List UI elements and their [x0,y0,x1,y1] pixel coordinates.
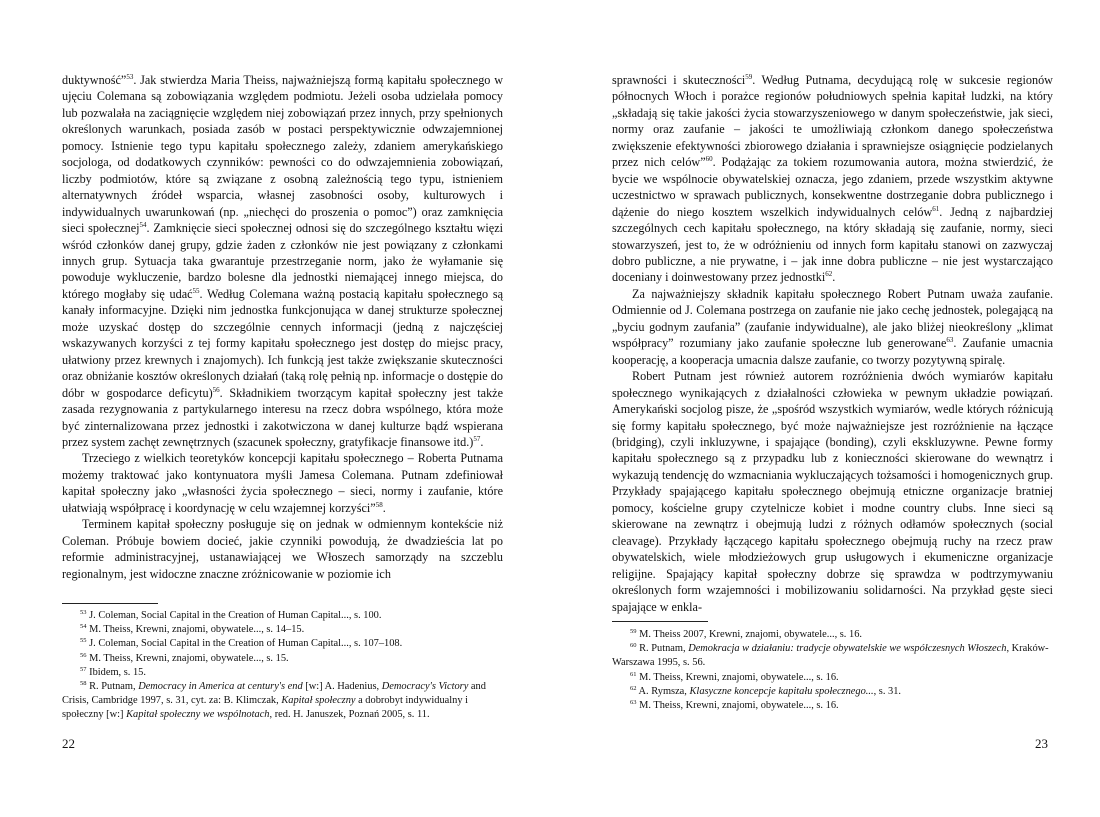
text-run: . Według Colemana ważną postacią kapitału społecznego są kanały informacyjne. Dzięki nim jednostka funkcjonująca w danej strukturze społecznej może uzyskać dostęp do szczególnie cennych informacji (jedną z najczęściej wskazywanych korzyści z tej formy kapitału społecznego jest dostęp do miejsc pracy, ułatwiony przez krewnych i znajomych). Ich funkcją jest także zwiększanie skuteczności oraz obniżanie kosztów określonych działań (taką rolę pełnią np. informacje o dostępie do dóbr w gospodarce deficytu) [62,286,503,400]
text-run: a dobrobyt indywidualny i społeczny [w:] [62,695,469,721]
text-run: [w:] A. Hadenius, [302,681,382,693]
text-run: duktywność” [62,73,127,87]
footnote-ref: 57 [473,434,481,443]
text-run: . Podążając za tokiem rozumowania autora, można stwierdzić, że bycie we wspólnocie obywatelskiej oznacza, jego zdaniem, przede wszystkim aktywne uczestnictwo w sprawach publicznych, konsekwentne dostrzeganie dobra publicznego i dążenie do niego kosztem wszelkich indywidualnych celów [612,155,1053,219]
footnote [612,628,1053,642]
footnote [612,642,1053,670]
footnote [62,666,503,680]
footnote-number: 63 [630,699,637,707]
text-run: J. Coleman, Social Capital in the Creation of Human Capital..., s. 107–108. [89,638,403,650]
text-run: . [832,270,836,285]
footnote [62,680,503,723]
text-run: R. Putnam, [89,681,139,693]
text-run: Terminem kapitał społeczny posługuje się on jednak w odmiennym kontekście niż Coleman. Próbuje bowiem docieć, jakie czynniki powodują, że dwadzieścia lat po reformie administracyjnej, ustanawiającej we Włoszech samorządy na szczeblu regionalnym, jest widoczne znaczne zróżnicowanie w poziomie ich [62,517,503,581]
footnote-number: 60 [630,642,637,650]
footnote-number: 61 [630,670,637,678]
footnote-ref: 53 [126,73,134,81]
italic-text: Kapitał społeczny we wspólnotach [126,709,270,721]
text-run: M. Theiss, Krewni, znajomi, obywatele..., s. 15. [89,652,289,664]
text-run: . Zamknięcie sieci społecznej odnosi się do szczególnego kształtu więzi wśród członków danej grupy, gdzie żaden z członków nie jest powiązany z członkami innych grup. Sytuacja taka gwarantuje przestrzeganie norm, jako że wyłamanie się powoduje wykluczenie, bardzo bolesne dla jednostki niemającej innego miejsca, do którego mogłaby się udać [62,221,503,301]
italic-text: Demokracja w działaniu: tradycje obywatelskie we współczesnych Włoszech [688,643,1007,655]
paragraph [62,450,503,516]
footnote [62,623,503,637]
text-run: and Crisis, Cambridge 1997, s. 31, cyt. za: B. Klimczak, [62,681,486,707]
text-run: , Kraków-Warszawa 1995, s. 56. [612,643,1049,669]
footnote [612,671,1053,685]
text-run: M. Theiss, Krewni, znajomi, obywatele..., s. 16. [639,671,839,683]
footnote-number: 59 [630,628,637,635]
footnote-number: 57 [80,665,87,673]
text-run: A. Rymsza, [638,685,690,697]
footnote-number: 62 [630,684,637,692]
text-run: . Zaufanie umacnia kooperację, a kooperacja umacnia dalsze zaufanie, co tworzy pozytywną spiralę. [612,336,1053,367]
footnote-ref: 60 [705,155,713,164]
text-run: . Składnikiem tworzącym kapitał społeczny jest także zasada rezygnowania z partykularnego interesu na rzecz dobra wspólnego, która może być zinternalizowana przez jednostki i zakotwiczona w danej kulturze bądź wspierana przez system zachęt zewnętrznych (szacunek społeczny, gratyfikacje finansowe itd.) [62,385,503,449]
footnote-number: 58 [80,680,87,688]
footnote-separator [62,603,158,604]
text-run: M. Theiss, Krewni, znajomi, obywatele..., s. 16. [639,700,839,712]
footnote-ref: 62 [825,270,833,279]
left-page-footnotes [62,609,503,723]
text-run: , red. H. Januszek, Poznań 2005, s. 11. [269,709,430,721]
footnote-number: 54 [80,623,87,631]
text-run: M. Theiss 2007, Krewni, znajomi, obywatele..., s. 16. [639,629,862,640]
page-number-left: 22 [62,736,75,751]
paragraph [62,72,503,450]
italic-text: Democracy's Victory [381,681,469,693]
text-run: . Jedną z najbardziej szczególnych cech kapitału społecznego, na który składają się zaufanie, normy, sieci stowarzyszeń, jest to, że w odróżnieniu od innych form kapitału stanowi on zazwyczaj dobro publiczne, a nie prywatne, i – jak inne dobra publiczne – nie jest wystarczająco doceniany i doinwestowany przez jednostki [612,204,1054,285]
footnote-ref: 61 [932,204,940,213]
right-page-footnotes [612,628,1053,713]
footnote-number: 53 [80,609,87,616]
footnote [62,609,503,623]
text-run: Ibidem, s. 15. [89,666,146,678]
text-run: Za najważniejszy składnik kapitału społecznego Robert Putnam uważa zaufanie. Odmiennie od J. Colemana postrzega on zaufanie nie jako cechę jednostek, polegającą na „byciu godnym zaufania” (zaufanie indywidualne), ale jako bliżej nieokreślony „klimat współpracy” rozumiany jako zaufanie społeczne lub generowane [612,286,1053,351]
footnote-ref: 58 [375,500,383,509]
footnote [62,637,503,651]
paragraph [62,516,503,582]
text-run: R. Putnam, [639,643,689,655]
footnote-ref: 59 [745,73,753,81]
text-run: Trzeciego z wielkich teoretyków koncepcji kapitału społecznego – Roberta Putnama możemy traktować jako kontynuatora myśli Jamesa Colemana. Putnam zdefiniował kapitał społeczny jako „własności życia społecznego – sieci, normy i zaufanie, które ułatwiają współpracę i koordynację w celu wzajemnej korzyści” [62,451,503,515]
footnote-ref: 56 [212,385,220,394]
italic-text: Kapitał społeczny [281,695,356,707]
footnote-ref: 54 [139,221,147,230]
italic-text: Klasyczne koncepcje kapitału społecznego... [689,685,874,697]
text-run: . [382,500,386,515]
footnote-number: 55 [80,637,87,645]
footnote-ref: 63 [946,336,954,345]
left-page-body [62,72,503,582]
footnote-ref: 55 [192,286,200,295]
footnote [612,685,1053,699]
paragraph [612,72,1053,286]
text-run: . [480,434,484,449]
footnote [612,699,1053,713]
right-page-body [612,72,1053,615]
text-run: . Według Putnama, decydującą rolę w sukcesie regionów północnych Włoch i porażce regionów południowych spełnia kapitał ludzki, na który „składają się takie jakości życia stowarzyszeniowego w danym społeczeństwie, jak sieci, normy oraz zaufanie – jakości te umożliwiają członkom danego społeczeństwa zwiększenie efektywności zbiorowego działania i sprawniejsze osiągnięcie podzielanych przez nich celów” [612,73,1053,170]
text-run: , s. 31. [873,685,902,697]
footnote-separator [612,621,708,622]
footnote [62,652,503,666]
page-number-right: 23 [1035,736,1048,751]
italic-text: Democracy in America at century's end [138,681,303,693]
text-run: sprawności i skuteczności [612,73,746,87]
paragraph [612,286,1053,368]
footnote-number: 56 [80,651,87,659]
text-run: . Jak stwierdza Maria Theiss, najważniejszą formą kapitału społecznego w ujęciu Colemana są zobowiązania względem podmiotu. Jeżeli osoba udzielała pomocy lub pozwalała na zaciągnięcie względem niej zobowiązań przez innych, przy spełnionych określonych warunkach, posiada zasób w postaci perspektywicznie odwzajemnionej pomocy. Istnienie tego typu kapitału społecznego zależy, zdaniem amerykańskiego socjologa, od dodatkowych czynników: pewności co do odwzajemnienia zobowiązań, liczby podmiotów, które są związane z osobną zależnością tego typu, istnieniem alternatywnych źródeł wsparcia, własnej zasobności osoby, kulturowych i indywidualnych uwarunkowań (np. „niechęci do proszenia o pomoc”) oraz zamknięcia sieci społecznej [62,73,503,236]
right-page [550,0,1100,817]
text-run: M. Theiss, Krewni, znajomi, obywatele..., s. 14–15. [89,624,305,636]
text-run: J. Coleman, Social Capital in the Creation of Human Capital..., s. 100. [89,610,382,621]
paragraph [612,368,1053,615]
text-run: Robert Putnam jest również autorem rozróżnienia dwóch wymiarów kapitału społecznego wynikających z działalności człowieka w pewnym układzie powiązań. Amerykański socjolog pisze, że „spośród wszystkich wymiarów, wedle których różnicują się formy kapitału społecznego, być może najważniejsze jest rozróżnienie na łączące (bridging), czyli inkluzywne, i spajające (bonding), czyli ekskluzywne. Pewne formy kapitału społecznego są z przypadku lub z konieczności skierowane do wewnątrz i wykazują tendencję do wzmacniania wykluczających tożsamości i homogenicznych grup. Przykłady spajającego kapitału społecznego obejmują etniczne organizacje bratniej pomocy, kościelne grupy czytelnicze kobiet i modne country clubs. Inne sieci są skierowane na zewnątrz i obejmują ludzi z różnych odłamów społecznych (social cleavage). Przykłady łączącego kapitału społecznego obejmują ruchy na rzecz praw obywatelskich, wiele młodzieżowych grup usługowych i ekumeniczne organizacje religijne. Spajający kapitał społeczny dobrze się sprawdza w podtrzymywaniu określonych form wzajemności i mobilizowaniu solidarności. Na przykład gęste sieci spajające w enkla- [612,369,1053,614]
